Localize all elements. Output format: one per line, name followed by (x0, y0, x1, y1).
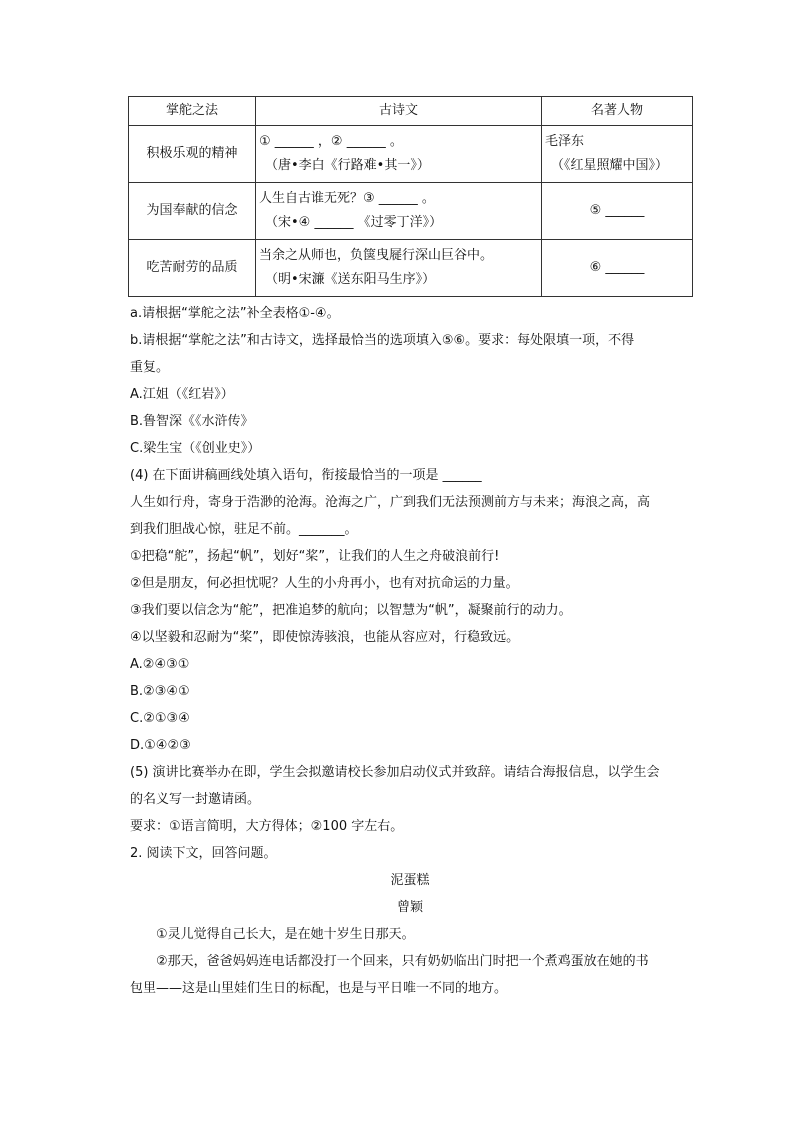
poem-source: （明•宋濂《送东阳马生序》） (265, 272, 436, 287)
table-header-poem: 古诗文 (256, 97, 542, 126)
table-header-figure: 名著人物 (542, 97, 693, 126)
question-line: (5) 演讲比赛举办在即，学生会拟邀请校长参加启动仪式并致辞。请结合海报信息，以学生会 (130, 765, 660, 780)
article-author: 曾颖 (396, 900, 423, 915)
table-cell-figure: ⑥ ______ (542, 240, 693, 297)
option-line: B.鲁智深《《水浒传》 (130, 414, 254, 429)
option-line: C.②①③④ (130, 711, 190, 726)
answer-table (128, 96, 693, 297)
sentence-line: ②但是朋友，何必担忧呢？人生的小舟再小，也有对抗命运的力量。 (130, 576, 519, 591)
table-cell-method: 为国奉献的信念 (129, 183, 256, 240)
sentence-line: ④以坚毅和忍耐为“桨”，即使惊涛骇浪，也能从容应对，行稳致远。 (130, 630, 520, 645)
article-title: 泥蛋糕 (390, 873, 430, 888)
option-line: D.①④②③ (130, 738, 191, 753)
table-cell-poem (256, 183, 542, 240)
table-header-row (129, 97, 693, 126)
poem-source: （唐•李白《行路难•其一》） (265, 158, 430, 173)
figure-source: （《红星照耀中国》） (551, 158, 669, 173)
article-paragraph-continued: 包里——这是山里娃们生日的标配，也是与平日唯一不同的地方。 (130, 981, 508, 996)
option-line: A.②④③① (130, 657, 190, 672)
text-line: b.请根据“掌舵之法”和古诗文，选择最恰当的选项填入⑤⑥。要求：每处限填一项，不得 (130, 333, 635, 348)
text-line: 重复。 (130, 360, 170, 375)
article-paragraph: ①灵儿觉得自己长大，是在她十岁生日那天。 (156, 927, 415, 942)
table-cell-method: 吃苦耐劳的品质 (129, 240, 256, 297)
sentence-line: ③我们要以信念为“舵”，把准追梦的航向；以智慧为“帆”，凝聚前行的动力。 (130, 603, 572, 618)
question-text (130, 300, 690, 1002)
table-row (129, 240, 693, 297)
poem-line: 当余之从师也，负箧曳屣行深山巨谷中。 (259, 248, 494, 263)
figure-name: 毛泽东 (545, 134, 585, 149)
poem-source: （宋•④ ______ 《过零丁洋》） (265, 215, 443, 230)
table-row (129, 126, 693, 183)
text-line: a.请根据“掌舵之法”补全表格①-④。 (130, 306, 340, 321)
option-line: A.江姐（《红岩》） (130, 387, 234, 402)
table-cell-method: 积极乐观的精神 (129, 126, 256, 183)
text-line: 到我们胆战心惊，驻足不前。_______。 (130, 522, 358, 537)
article-paragraph: ②那天，爸爸妈妈连电话都没打一个回来，只有奶奶临出门时把一个煮鸡蛋放在她的书 (156, 954, 649, 969)
text-line: 人生如行舟，寄身于浩渺的沧海。沧海之广，广到我们无法预测前方与未来；海浪之高，高 (130, 495, 651, 510)
question-line: (4) 在下面讲稿画线处填入语句，衔接最恰当的一项是 ______ (130, 468, 482, 483)
text-line: 的名义写一封邀请函。 (130, 792, 261, 807)
table-cell-figure: ⑤ ______ (542, 183, 693, 240)
table-row (129, 183, 693, 240)
poem-line: 人生自古谁无死？③ ______ 。 (259, 191, 435, 206)
option-line: B.②③④① (130, 684, 190, 699)
poem-line: ① ______ ，② ______ 。 (259, 134, 403, 149)
text-line: 要求：①语言简明，大方得体；②100 字左右。 (130, 819, 404, 834)
option-line: C.梁生宝（《创业史》） (130, 441, 261, 456)
table-cell-poem (256, 126, 542, 183)
table-cell-figure (542, 126, 693, 183)
sentence-line: ①把稳“舵”，扬起“帆”，划好“桨”，让我们的人生之舟破浪前行! (130, 549, 500, 564)
table-header-method: 掌舵之法 (129, 97, 256, 126)
table-cell-poem (256, 240, 542, 297)
question-line: 2. 阅读下文，回答问题。 (130, 846, 277, 861)
